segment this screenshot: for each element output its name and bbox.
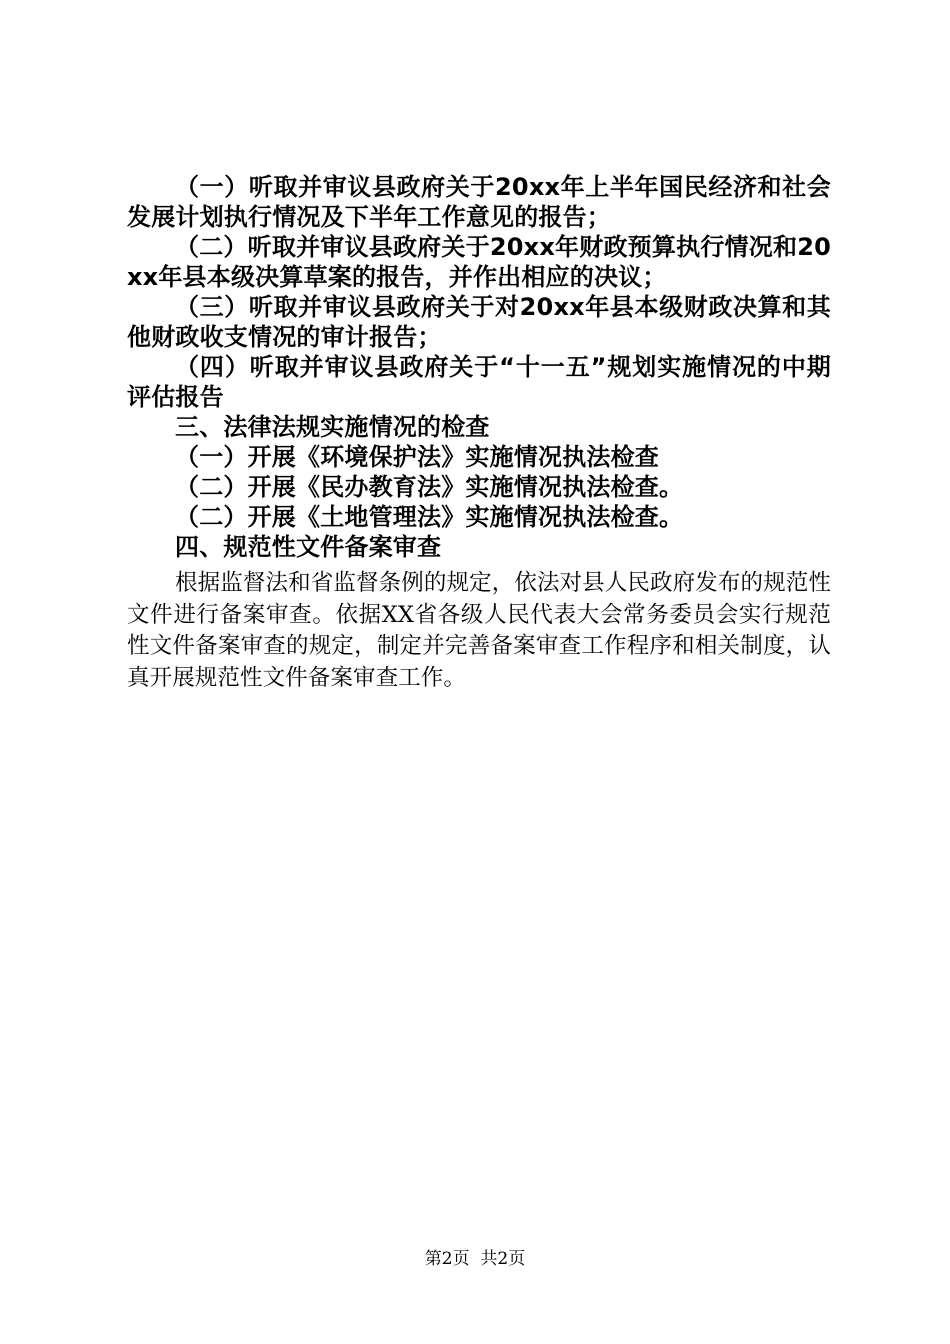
document-body [127, 172, 831, 694]
paragraph-item-3: （三）听取并审议县政府关于对20xx年县本级财政决算和其他财政收支情况的审计报告； [127, 293, 831, 351]
body-text-block [127, 568, 831, 694]
section-heading-4: 四、规范性文件备案审查 [175, 533, 442, 561]
paragraph-item-5: （一）开展《环境保护法》实施情况执法检查 [175, 443, 659, 471]
paragraph-item-4: （四）听取并审议县政府关于“十一五”规划实施情况的中期评估报告 [127, 353, 831, 411]
paragraph-item-6: （二）开展《民办教育法》实施情况执法检查。 [175, 473, 684, 501]
page-number-label: 第2页 共2页 [424, 1249, 526, 1269]
page-footer [0, 1244, 950, 1269]
body-paragraph: 根据监督法和省监督条例的规定，依法对县人民政府发布的规范性文件进行备案审查。依据XX省各级人民代表大会常务委员会实行规范性文件备案审查的规定，制定并完善备案审查工作程序和相关制度，认真开展规范性文件备案审查工作。 [127, 570, 831, 691]
paragraph-item-1: （一）听取并审议县政府关于20xx年上半年国民经济和社会发展计划执行情况及下半年工作意见的报告； [127, 173, 831, 231]
section-heading-3: 三、法律法规实施情况的检查 [175, 413, 490, 441]
paragraph-item-2: （二）听取并审议县政府关于20xx年财政预算执行情况和20xx年县本级决算草案的报告，并作出相应的决议； [127, 233, 831, 291]
paragraph-item-7: （二）开展《土地管理法》实施情况执法检查。 [175, 503, 684, 531]
